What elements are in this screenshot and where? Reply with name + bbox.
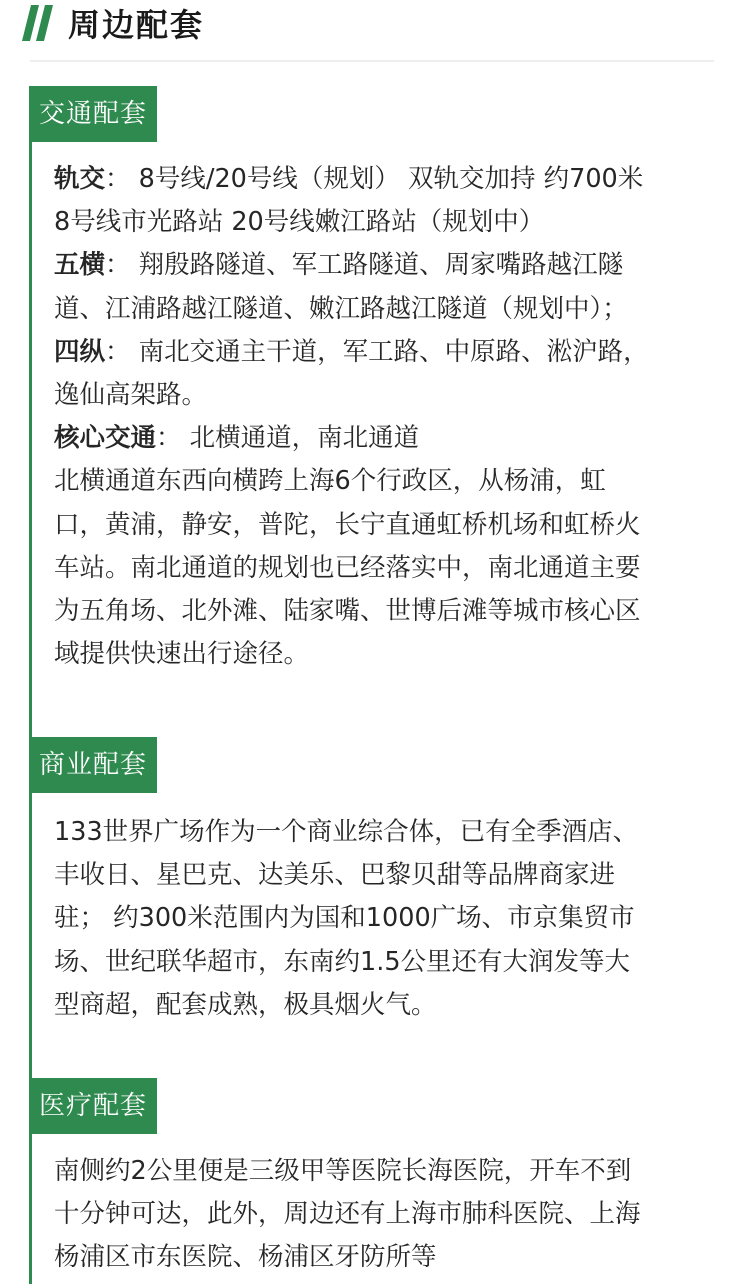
transport-item-label: 轨交: [54, 164, 106, 194]
text-line: 口，黄浦，静安，普陀，长宁直通虹桥机场和虹桥火: [54, 509, 641, 540]
text-line: 8号线/20号线（规划） 双轨交加持 约700米: [130, 164, 644, 194]
transport-item-horizontal: [54, 244, 724, 330]
text-line: 驻； 约300米范围内为国和1000广场、市京集贸市: [54, 903, 635, 934]
commerce-paragraph: [54, 811, 724, 1027]
section-label-transport: 交通配套: [29, 86, 157, 142]
section-label-commerce: 商业配套: [29, 737, 157, 793]
transport-item-rail: [54, 158, 724, 244]
transport-item-label: 五横: [54, 250, 106, 281]
text-line: 北横通道，南北通道: [181, 423, 420, 454]
medical-paragraph: [54, 1150, 724, 1280]
page-title: 周边配套: [68, 6, 205, 44]
section-label-medical: 医疗配套: [29, 1078, 157, 1134]
header-divider: [30, 60, 714, 62]
text-line: 南侧约2公里便是三级甲等医院长海医院，开车不到: [54, 1156, 632, 1186]
page-header: [22, 0, 204, 46]
text-line: 丰收日、星巴克、达美乐、巴黎贝甜等品牌商家进: [54, 860, 616, 891]
text-line: 车站。南北通道的规划也已经落实中，南北通道主要: [54, 552, 641, 583]
text-line: 南北交通主干道，军工路、中原路、淞沪路，: [130, 336, 649, 367]
transport-item-vertical: [54, 331, 724, 417]
label-separator: ：: [105, 250, 131, 281]
text-line: 十分钟可达，此外，周边还有上海市肺科医院、上海: [54, 1199, 641, 1230]
label-separator: ：: [156, 423, 182, 454]
label-separator: ：: [105, 336, 131, 367]
text-line: 域提供快速出行途径。: [54, 639, 310, 670]
transport-item-label: 四纵: [54, 336, 106, 367]
text-line: 道、江浦路越江隧道、嫩江路越江隧道（规划中）；: [54, 293, 628, 324]
text-line: 逸仙高架路。: [54, 380, 208, 411]
transport-item-label: 核心交通: [54, 423, 157, 454]
double-slash-icon: [22, 3, 54, 43]
text-line: 翔殷路隧道、军工路隧道、周家嘴路越江隧: [130, 250, 624, 281]
text-line: 杨浦区市东医院、杨浦区牙防所等: [54, 1242, 437, 1273]
text-line: 为五角场、北外滩、陆家嘴、世博后滩等城市核心区: [54, 596, 641, 627]
text-line: 8号线市光路站 20号线嫩江路站（规划中）: [54, 207, 545, 238]
text-line: 场、世纪联华超市，东南约1.5公里还有大润发等大: [54, 946, 631, 977]
text-line: 133世界广场作为一个商业综合体，已有全季酒店、: [54, 817, 639, 847]
label-separator: ：: [105, 164, 131, 194]
medical-content: [54, 1150, 724, 1280]
transport-item-core: [54, 417, 724, 676]
commerce-content: [54, 811, 724, 1027]
transport-content: [54, 158, 724, 676]
text-line: 型商超，配套成熟，极具烟火气。: [54, 989, 437, 1020]
text-line: 北横通道东西向横跨上海6个行政区，从杨浦，虹: [54, 466, 606, 497]
